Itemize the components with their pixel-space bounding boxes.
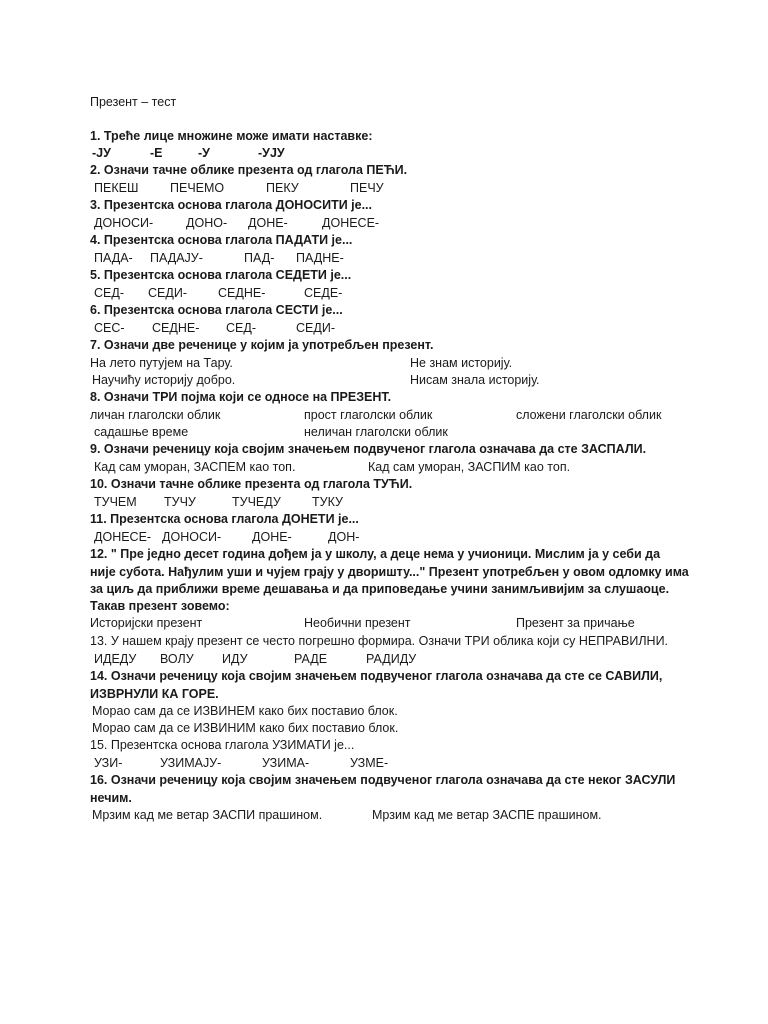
option: СЕД- — [94, 286, 124, 300]
option: ПАДАЈУ- — [150, 251, 203, 265]
option: СЕС- — [94, 321, 125, 335]
option: Мрзим кад ме ветар ЗАСПИ прашином. — [92, 808, 323, 822]
option: ПАДА- — [94, 251, 133, 265]
option: СЕДЕ- — [304, 286, 343, 300]
question-11: 11. Презентска основа глагола ДОНЕТИ је... — [90, 512, 359, 526]
question-15: 15. Презентска основа глагола УЗИМАТИ је... — [90, 738, 355, 752]
question-7: 7. Означи две реченице у којим ја употребљен презент. — [90, 338, 434, 352]
page-title: Презент – тест — [90, 95, 177, 109]
option: ПЕКЕШ — [94, 181, 139, 195]
question-13: 13. У нашем крају презент се често погрешно формира. Означи ТРИ облика који су НЕПРАВИЛНИ. — [90, 634, 669, 648]
option: ПАДНЕ- — [296, 251, 344, 265]
question-6: 6. Презентска основа глагола СЕСТИ је... — [90, 303, 343, 317]
option: ИДУ — [222, 652, 248, 666]
option: УЗИМАЈУ- — [160, 756, 222, 770]
option: личан глаголски облик — [90, 408, 221, 422]
option: СЕДИ- — [296, 321, 335, 335]
option: Морао сам да се ИЗВИНЕМ како бих поставио блок. — [92, 704, 398, 718]
option: СЕДНЕ- — [218, 286, 266, 300]
option: СЕД- — [226, 321, 256, 335]
option: Презент за причање — [516, 616, 635, 630]
option: неличан глаголски облик — [304, 425, 448, 439]
option: ДОНОСИ- — [162, 530, 222, 544]
option: сложени глаголски облик — [516, 408, 662, 422]
option: УЗИ- — [94, 756, 123, 770]
question-12-line-3: за циљ да приближи време дешавања и да приповедање учини занимљивијим за слушаоце. — [90, 582, 670, 596]
question-2: 2. Означи тачне облике презента од глагола ПЕЋИ. — [90, 163, 408, 177]
question-3 — [90, 197, 690, 214]
option: ДОНЕ- — [248, 216, 288, 230]
question-16-line-1: 16. Означи реченицу која својим значењем подвученог глагола означава да сте неког ЗАСУЛИ — [90, 773, 676, 787]
option: -УЈУ — [258, 146, 285, 160]
option: ТУЧЕМ — [94, 495, 137, 509]
option: Морао сам да се ИЗВИНИМ како бих поставио блок. — [92, 721, 399, 735]
option: СЕДНЕ- — [152, 321, 200, 335]
option: -ЈУ — [92, 146, 111, 160]
option: прост глаголски облик — [304, 408, 433, 422]
option: ТУЧЕДУ — [232, 495, 281, 509]
option: Кад сам уморан, ЗАСПИМ као топ. — [368, 460, 571, 474]
option: УЗМЕ- — [350, 756, 389, 770]
option: ДОНОСИ- — [94, 216, 154, 230]
option: РАДИДУ — [366, 652, 417, 666]
option: ПЕЧУ — [350, 181, 384, 195]
option: ТУКУ — [312, 495, 343, 509]
option: ДОН- — [328, 530, 360, 544]
option: ДОНО- — [186, 216, 228, 230]
question-16-line-2: нечим. — [90, 791, 132, 805]
option: ПЕКУ — [266, 181, 299, 195]
option: На лето путујем на Тару. — [90, 356, 233, 370]
option: -У — [198, 146, 210, 160]
option: садашње време — [94, 425, 189, 439]
option: ПЕЧЕМО — [170, 181, 225, 195]
question-12-line-2: није субота. Нађулим уши и чујем грају у дворишту..." Презент употребљен у овом одломку има — [90, 565, 689, 579]
question-14-line-1: 14. Означи реченицу која својим значењем подвученог глагола означава да сте се САВИЛИ, — [90, 669, 663, 683]
option: РАДЕ — [294, 652, 328, 666]
option: УЗИМА- — [262, 756, 310, 770]
question-10: 10. Означи тачне облике презента од глагола ТУЋИ. — [90, 477, 413, 491]
option: Мрзим кад ме ветар ЗАСПЕ прашином. — [372, 808, 602, 822]
option: ИДЕДУ — [94, 652, 137, 666]
question-5: 5. Презентска основа глагола СЕДЕТИ је... — [90, 268, 352, 282]
option: Нисам знала историју. — [410, 373, 540, 387]
option: ВОЛУ — [160, 652, 194, 666]
option: ПАД- — [244, 251, 275, 265]
question-12-line-1: 12. " Пре једно десет година дођем ја у школу, а деце нема у учионици. Мислим ја у себи да — [90, 547, 661, 561]
option: СЕДИ- — [148, 286, 187, 300]
question-8: 8. Означи ТРИ појма који се односе на ПРЕЗЕНТ. — [90, 390, 392, 404]
option: ДОНЕСЕ- — [322, 216, 380, 230]
question-3-text: 3. Презентска основа глагола ДОНОСИТИ је... — [90, 198, 373, 212]
option: Не знам историју. — [410, 356, 513, 370]
question-1: 1. Треће лице множине може имати наставке: — [90, 129, 373, 143]
question-14-line-2: ИЗВРНУЛИ КА ГОРЕ. — [90, 687, 219, 701]
option: Историјски презент — [90, 616, 203, 630]
option: Научићу историју добро. — [92, 373, 236, 387]
option: ДОНЕ- — [252, 530, 292, 544]
option: ТУЧУ — [164, 495, 196, 509]
question-9: 9. Означи реченицу која својим значењем подвученог глагола означава да сте ЗАСПАЛИ. — [90, 442, 647, 456]
option: -Е — [150, 146, 163, 160]
question-4: 4. Презентска основа глагола ПАДАТИ је... — [90, 233, 353, 247]
option: Необични презент — [304, 616, 411, 630]
option: Кад сам уморан, ЗАСПЕМ као топ. — [94, 460, 296, 474]
option: ДОНЕСЕ- — [94, 530, 152, 544]
question-12-line-4: Такав презент зовемо: — [90, 599, 230, 613]
